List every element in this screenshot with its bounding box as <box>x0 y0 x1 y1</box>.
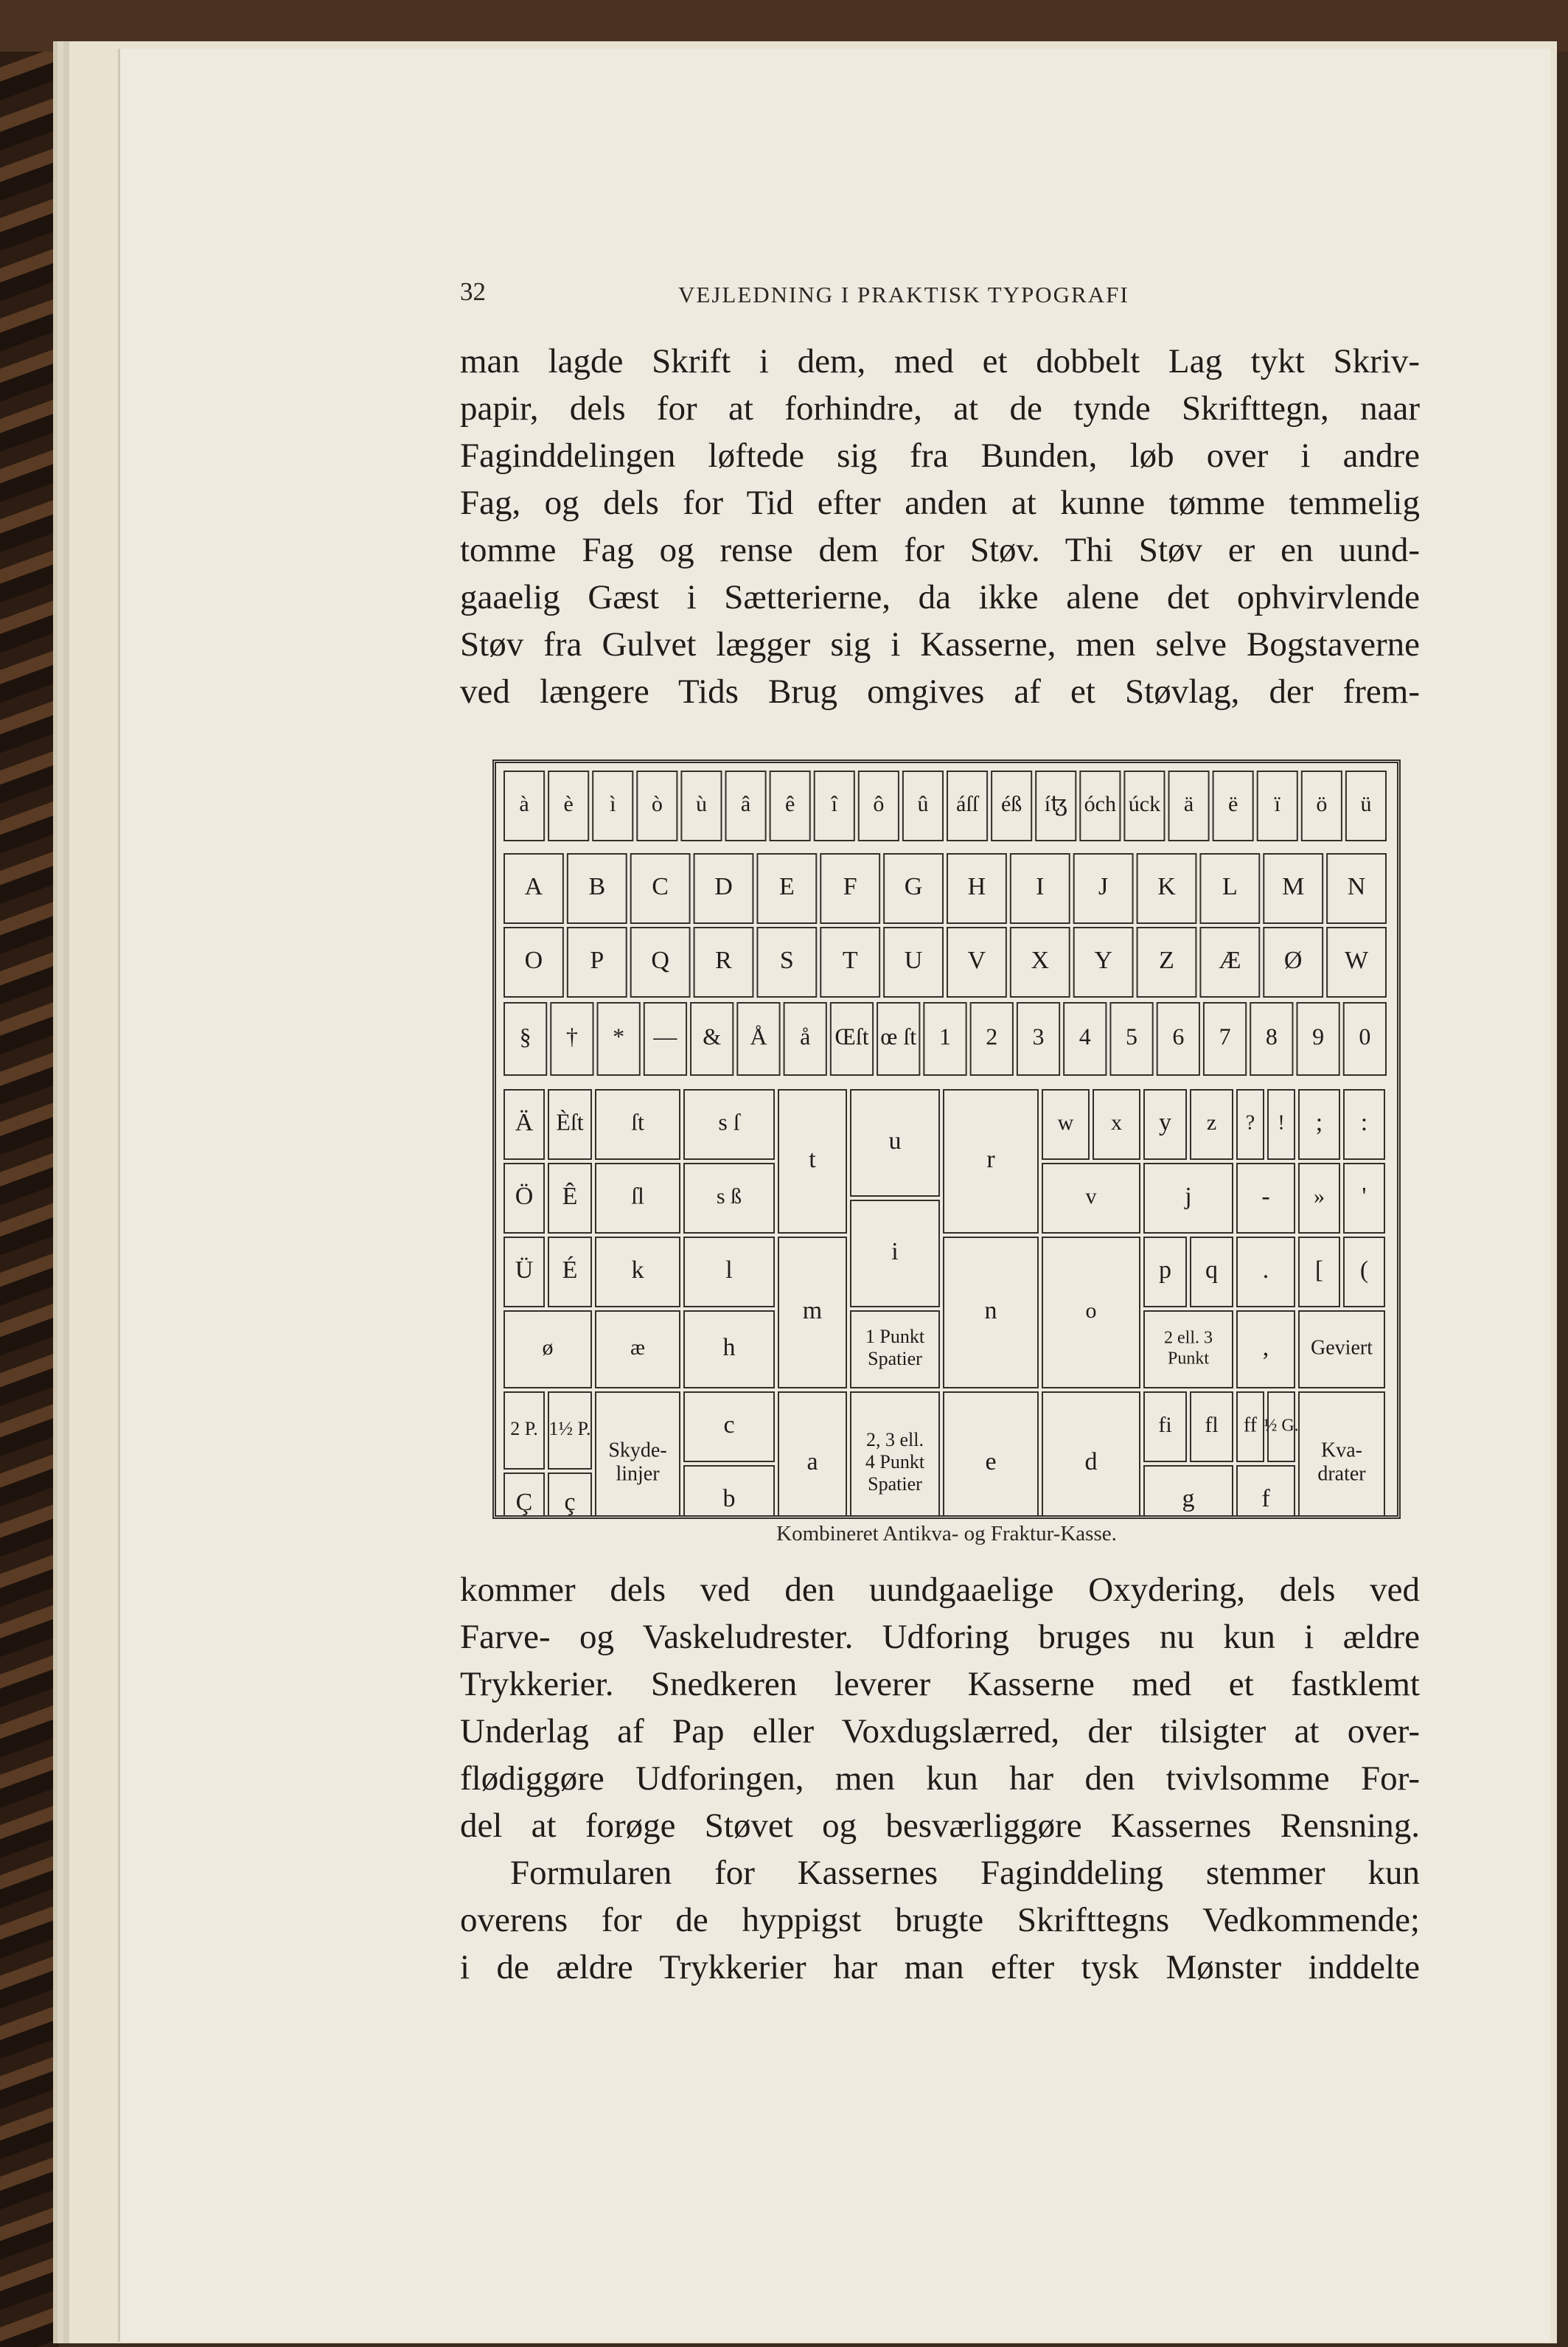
case-character: G <box>904 872 923 900</box>
case-character: ff <box>1243 1414 1258 1437</box>
case-character: 1 Punkt <box>865 1326 925 1348</box>
case-character: . <box>1262 1256 1269 1284</box>
case-character: Å <box>750 1023 767 1050</box>
case-character: Ê <box>562 1182 578 1210</box>
case-character: e <box>985 1447 997 1475</box>
case-character: R <box>715 946 732 974</box>
case-character: 6 <box>1172 1023 1185 1050</box>
figure-caption: Kombineret Antikva- og Fraktur-Kasse. <box>776 1522 1117 1545</box>
case-character: Y <box>1094 946 1112 974</box>
case-character: 2 <box>986 1023 998 1050</box>
case-character: ô <box>873 791 885 816</box>
text-line: flødiggøre Udforingen, men kun har den tvivlsomme For- <box>460 1759 1420 1798</box>
case-character: E <box>778 872 795 900</box>
case-character: úck <box>1128 791 1161 816</box>
paragraph-2 <box>460 1566 1420 1849</box>
case-character: r <box>986 1145 995 1173</box>
case-character: ë <box>1227 791 1238 816</box>
case-character: Ü <box>515 1256 534 1284</box>
case-character: à <box>519 791 529 816</box>
type-case-figure <box>492 759 1401 1519</box>
case-character: N <box>1347 872 1366 900</box>
case-character: ü <box>1360 791 1372 816</box>
case-character: â <box>740 791 751 816</box>
case-character: P <box>590 946 604 974</box>
case-character: 4 <box>1079 1023 1091 1050</box>
case-character: , <box>1262 1333 1269 1361</box>
case-character: î <box>831 791 837 816</box>
case-character: d <box>1084 1447 1098 1475</box>
text-line: Farve- og Vaskeludrester. Udforing bruges nu kun i ældre <box>460 1618 1420 1656</box>
case-character: ? <box>1245 1111 1255 1135</box>
case-character: ; <box>1315 1108 1323 1136</box>
text-line: del at forøge Støvet og besværliggøre Kassernes Rensning. <box>460 1807 1420 1845</box>
case-character: V <box>967 946 986 974</box>
text-line: i de ældre Trykkerier har man efter tysk Mønster inddelte <box>460 1948 1420 1986</box>
case-character: h <box>722 1333 736 1361</box>
case-character: 7 <box>1219 1023 1231 1050</box>
case-character: ( <box>1359 1256 1369 1284</box>
case-character: ö <box>1316 791 1328 816</box>
case-character: I <box>1036 872 1045 900</box>
case-character: † <box>565 1023 578 1050</box>
case-character: Skyde- <box>608 1439 667 1462</box>
text-line: ved længere Tids Brug omgives af et Støvlag, der frem- <box>460 672 1420 711</box>
case-character: 5 <box>1126 1023 1138 1050</box>
case-character: C <box>652 872 669 900</box>
case-character: M <box>1282 872 1305 900</box>
case-character: l <box>725 1256 733 1284</box>
paragraph-1 <box>460 338 1420 715</box>
case-character: - <box>1261 1182 1270 1210</box>
case-character: y <box>1159 1108 1171 1136</box>
case-character: § <box>519 1023 532 1050</box>
case-character: ì <box>610 791 616 816</box>
case-character: æ <box>630 1335 646 1360</box>
case-character: D <box>714 872 733 900</box>
case-character: : <box>1360 1108 1368 1136</box>
case-character: c <box>723 1411 735 1439</box>
case-character: Spatier <box>868 1472 922 1495</box>
case-character: X <box>1031 946 1050 974</box>
text-line: Underlag af Pap eller Voxdugslærred, der tilsigter at over- <box>460 1712 1420 1750</box>
case-character: b <box>722 1484 736 1512</box>
case-character: » <box>1314 1183 1325 1209</box>
case-character: Z <box>1159 946 1174 974</box>
case-character: ſl <box>631 1182 644 1209</box>
case-character: Èſt <box>556 1108 584 1136</box>
case-character: g <box>1182 1484 1195 1512</box>
case-character: w <box>1057 1110 1074 1135</box>
case-character: O <box>524 946 543 974</box>
case-character: ç <box>564 1488 576 1515</box>
page-number: 32 <box>460 277 486 306</box>
case-character: fi <box>1158 1412 1172 1437</box>
case-character: 0 <box>1359 1023 1371 1050</box>
case-character: Geviert <box>1311 1336 1373 1360</box>
case-character: ï <box>1274 791 1280 816</box>
text-line: papir, dels for at forhindre, at de tynde Skrifttegn, naar <box>460 389 1420 428</box>
case-character: 4 Punkt <box>865 1450 925 1472</box>
case-character: 2 ell. 3 <box>1164 1328 1213 1348</box>
case-character: S <box>779 946 794 974</box>
case-character: éß <box>1000 791 1022 816</box>
case-character: J <box>1098 872 1109 900</box>
case-character: œ ſt <box>880 1023 917 1050</box>
case-character: z <box>1206 1110 1217 1135</box>
text-line: man lagde Skrift i dem, med et dobbelt Lag tykt Skriv- <box>460 342 1420 380</box>
case-character: 3 <box>1032 1023 1045 1050</box>
case-character: m <box>802 1296 823 1324</box>
case-character: * <box>613 1023 625 1050</box>
case-character: f <box>1261 1484 1270 1512</box>
case-character: T <box>842 946 858 974</box>
text-line: kommer dels ved den uundgaaelige Oxydering, dels ved <box>460 1571 1420 1609</box>
case-character: ! <box>1278 1111 1285 1135</box>
case-character: å <box>800 1023 811 1050</box>
case-character: F <box>843 872 857 900</box>
case-character: ä <box>1183 791 1194 816</box>
paragraph-3 <box>460 1849 1420 1991</box>
case-character: n <box>984 1296 997 1324</box>
case-character: B <box>588 872 606 900</box>
case-character: o <box>1085 1298 1097 1323</box>
case-character: 1 <box>939 1023 951 1050</box>
case-character: fl <box>1205 1412 1219 1437</box>
case-character: Ç <box>515 1488 533 1515</box>
text-line: gaaelig Gæst i Sætterierne, da ikke alene det ophvirvlende <box>460 578 1420 616</box>
case-character: L <box>1222 872 1238 900</box>
text-line: tomme Fag og rense dem for Støv. Thi Støv er en uund- <box>460 531 1420 569</box>
running-head: VEJLEDNING I PRAKTISK TYPOGRAFI <box>678 282 1129 307</box>
case-character: ø <box>542 1335 554 1360</box>
case-character: áſſ <box>956 791 979 816</box>
case-character: ò <box>651 791 663 816</box>
case-character: Kva- <box>1321 1439 1362 1462</box>
case-character: A <box>524 872 543 900</box>
case-character: Q <box>651 946 669 974</box>
case-character: drater <box>1317 1462 1366 1486</box>
case-character: s ſ <box>718 1108 740 1136</box>
case-character: k <box>631 1256 644 1284</box>
case-character: ê <box>784 791 795 816</box>
case-character: ½ G. <box>1264 1416 1299 1436</box>
case-character: 9 <box>1312 1023 1325 1050</box>
case-character: û <box>917 791 929 816</box>
text-line: Støv fra Gulvet lægger sig i Kasserne, men selve Bogstaverne <box>460 625 1420 664</box>
type-case-diagram <box>496 763 1397 1515</box>
case-character: 2, 3 ell. <box>866 1429 924 1451</box>
case-character: p <box>1159 1256 1171 1284</box>
case-character: q <box>1205 1256 1218 1284</box>
case-character: Ä <box>515 1108 534 1136</box>
case-character: 8 <box>1265 1023 1278 1050</box>
case-character: a <box>806 1447 818 1475</box>
case-character: W <box>1345 946 1369 974</box>
case-character: Ø <box>1283 946 1303 974</box>
text-line: Faginddelingen løftede sig fra Bunden, løb over i andre <box>460 437 1420 475</box>
case-character: Spatier <box>868 1347 922 1369</box>
case-character: t <box>809 1145 816 1173</box>
case-character: ù <box>695 791 707 816</box>
case-character: — <box>653 1023 677 1050</box>
case-character: Œſt <box>834 1023 869 1050</box>
case-character: linjer <box>616 1462 660 1486</box>
case-character: Ö <box>515 1182 534 1210</box>
case-character: Æ <box>1219 946 1241 974</box>
case-character: U <box>904 946 923 974</box>
case-character: u <box>888 1127 902 1155</box>
case-character: É <box>562 1256 578 1284</box>
case-character: Punkt <box>1167 1349 1210 1369</box>
case-character: H <box>967 872 986 900</box>
text-line: overens for de hyppigst brugte Skrifttegns Vedkommende; <box>460 1901 1420 1939</box>
case-character: [ <box>1314 1256 1324 1284</box>
case-character: è <box>563 791 574 816</box>
case-character: j <box>1185 1182 1192 1210</box>
case-character: s ß <box>716 1183 742 1209</box>
case-character: K <box>1157 872 1176 900</box>
case-character: óch <box>1084 791 1117 816</box>
case-character: íꜩ <box>1044 791 1067 816</box>
case-character: 1½ P. <box>548 1417 591 1439</box>
text-line: Fag, og dels for Tid efter anden at kunne tømme temmelig <box>460 484 1420 522</box>
case-character: i <box>891 1237 899 1265</box>
text-line: Formularen for Kassernes Faginddeling stemmer kun <box>510 1854 1420 1892</box>
case-character: x <box>1111 1110 1122 1135</box>
text-line: Trykkerier. Snedkeren leverer Kasserne med et fastklemt <box>460 1665 1420 1703</box>
case-character: 2 P. <box>510 1417 538 1439</box>
case-character: v <box>1085 1183 1097 1209</box>
case-character: ſt <box>631 1108 644 1136</box>
case-character: & <box>703 1023 722 1050</box>
case-character: ' <box>1362 1182 1367 1210</box>
